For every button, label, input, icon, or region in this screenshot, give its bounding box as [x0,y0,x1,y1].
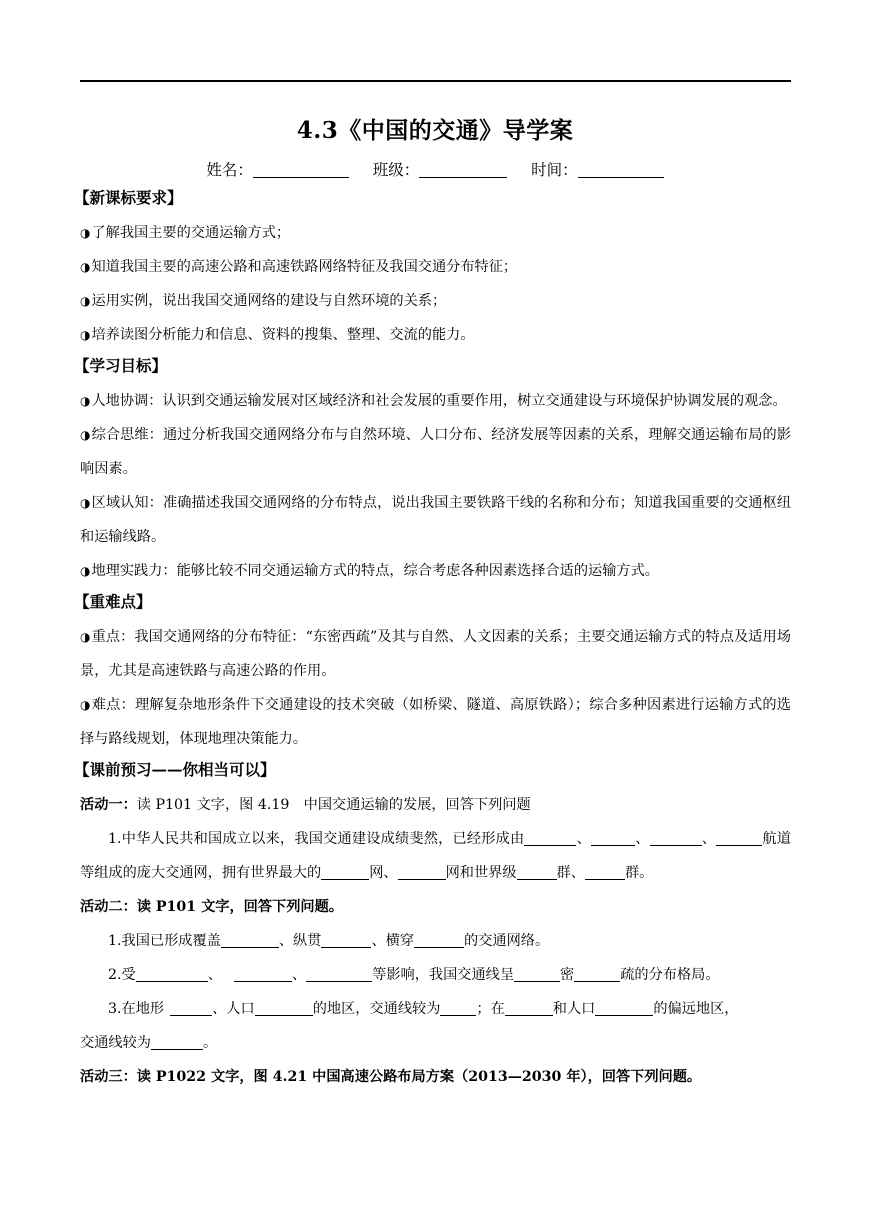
answer-blank[interactable] [505,1001,553,1016]
student-info-line [0,158,870,180]
half-circle-icon: ◑ [80,698,91,712]
answer-blank[interactable] [151,1035,203,1050]
list-item: ◑难点：理解复杂地形条件下交通建设的技术突破（如桥梁、隧道、高原铁路）；综合多种因素进行运输方式的选择与路线规划，体现地理决策能力。 [80,697,791,747]
answer-blank[interactable] [440,1001,476,1016]
answer-blank[interactable] [574,967,620,982]
page-title: 4.3《中国的交通》导学案 [296,117,574,144]
question-item: 3.在地形 、人口 的地区，交通线较为 ；在 和人口 的偏远地区， [108,1001,739,1017]
section-heading-goals: 【学习目标】 [74,356,168,375]
question-item: 1.我国已形成覆盖 、纵贯 、横穿 的交通网络。 [108,933,550,949]
question-item: 1.中华人民共和国成立以来，我国交通建设成绩斐然，已经形成由 、 、 、 航道等组成的庞大交通网，拥有世界最大的 网、 网和世界级 群、 群。 [80,831,791,881]
half-circle-icon: ◑ [80,226,91,240]
activity-two-label: 活动二：读 P101 文字，回答下列问题。 [80,899,343,915]
half-circle-icon: ◑ [80,260,91,274]
activity-one-label: 活动一： [80,797,137,813]
list-item: ◑综合思维：通过分析我国交通网络分布与自然环境、人口分布、经济发展等因素的关系，理解交通运输布局的影响因素。 [80,427,791,477]
answer-blank[interactable] [306,967,372,982]
answer-blank[interactable] [595,1001,653,1016]
activity-one-text: 读 P101 文字，图 4.19 中国交通运输的发展，回答下列问题 [136,797,531,813]
class-label: 班级： [372,161,420,179]
time-label: 时间： [531,161,578,179]
answer-blank[interactable] [321,933,371,948]
answer-blank[interactable] [234,967,292,982]
document-body [74,184,791,1094]
answer-blank[interactable] [414,933,464,948]
list-item: ◑重点：我国交通网络的分布特征：“东密西疏”及其与自然、人文因素的关系；主要交通运输方式的特点及适用场景，尤其是高速铁路与高速公路的作用。 [80,629,791,679]
answer-blank[interactable] [170,1001,212,1016]
header-rule [80,80,791,82]
activity-three-label: 活动三：读 P1022 文字，图 4.21 中国高速公路布局方案（2013—2030 年），回答下列问题。 [80,1069,702,1085]
half-circle-icon: ◑ [80,564,91,578]
answer-blank[interactable] [517,865,557,880]
list-item: ◑培养读图分析能力和信息、资料的搜集、整理、交流的能力。 [80,327,475,343]
half-circle-icon: ◑ [80,630,91,644]
answer-blank[interactable] [716,831,762,846]
answer-blank[interactable] [136,967,208,982]
answer-blank[interactable] [398,865,446,880]
name-label: 姓名： [206,161,253,179]
half-circle-icon: ◑ [80,428,91,442]
section-heading-keypoints: 【重难点】 [74,592,152,611]
list-item: ◑人地协调：认识到交通运输发展对区域经济和社会发展的重要作用，树立交通建设与环境保护协调发展的观念。 [80,393,787,409]
answer-blank[interactable] [221,933,279,948]
answer-blank[interactable] [514,967,560,982]
answer-blank[interactable] [255,1001,313,1016]
half-circle-icon: ◑ [80,496,91,510]
section-heading-curriculum: 【新课标要求】 [74,188,183,207]
half-circle-icon: ◑ [80,294,91,308]
answer-blank[interactable] [585,865,625,880]
section-heading-preview: 【课前预习——你相当可以】 [74,760,276,779]
list-item: ◑了解我国主要的交通运输方式； [80,225,291,241]
list-item: ◑知道我国主要的高速公路和高速铁路网络特征及我国交通分布特征； [80,259,518,275]
answer-blank[interactable] [321,865,369,880]
list-item: ◑区域认知：准确描述我国交通网络的分布特点，说出我国主要铁路干线的名称和分布；知道我国重要的交通枢纽和运输线路。 [80,495,791,545]
name-blank[interactable] [253,161,349,178]
half-circle-icon: ◑ [80,394,91,408]
answer-blank[interactable] [524,831,576,846]
question-item: 2.受 、 、 等影响，我国交通线呈 密 疏的分布格局。 [108,967,720,983]
list-item: ◑地理实践力：能够比较不同交通运输方式的特点，综合考虑各种因素选择合适的运输方式。 [80,563,659,579]
half-circle-icon: ◑ [80,328,91,342]
question-continuation: 交通线较为 。 [80,1035,218,1051]
list-item: ◑运用实例，说出我国交通网络的建设与自然环境的关系； [80,293,447,309]
answer-blank[interactable] [591,831,635,846]
time-blank[interactable] [578,161,664,178]
activity-one [80,788,791,822]
answer-blank[interactable] [650,831,702,846]
class-blank[interactable] [419,161,507,178]
